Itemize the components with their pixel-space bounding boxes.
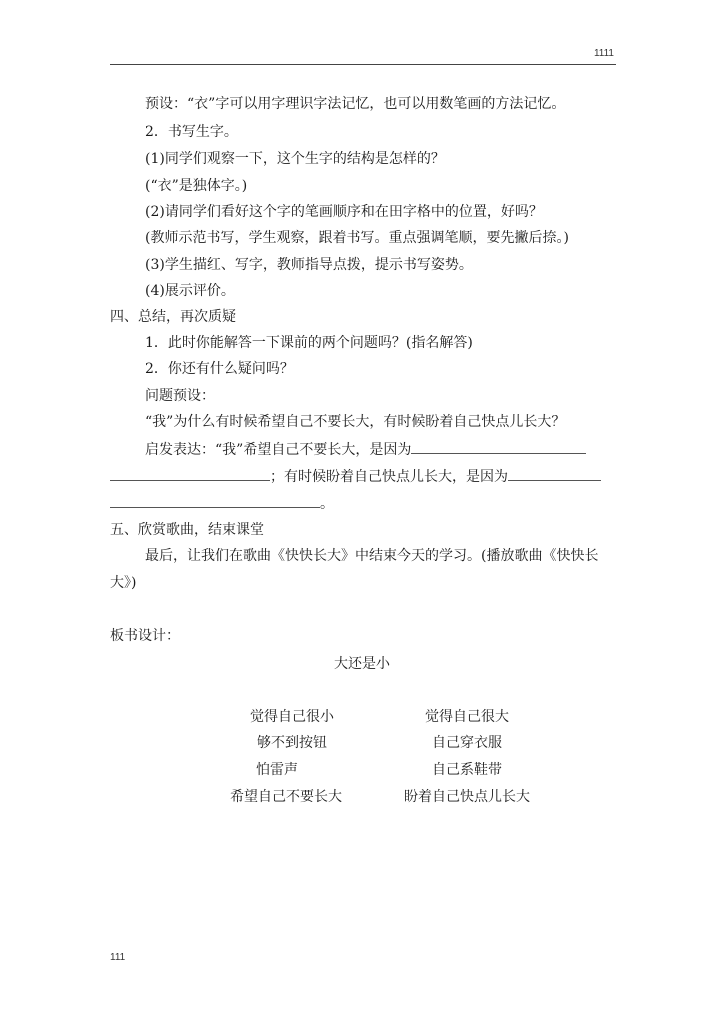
prompt-line-2: [110, 466, 601, 486]
closing-line-2: 大》): [110, 575, 137, 591]
board-left-4: 希望自己不要长大: [230, 789, 342, 805]
prompt-text-1: 启发表达：“我”希望自己不要长大，是因为: [145, 442, 412, 458]
section-4-q2: 2．你还有什么疑问吗？: [145, 361, 294, 377]
item-2-question: (2)请同学们看好这个字的笔画顺序和在田字格中的位置，好吗？: [145, 204, 543, 220]
fill-blank-4[interactable]: [110, 493, 320, 508]
board-label: 板书设计：: [110, 628, 180, 644]
board-right-2: 自己穿衣服: [432, 735, 502, 751]
item-3: (3)学生描红、写字，教师指导点拨，提示书写姿势。: [145, 257, 473, 273]
prompt-text-2: ；有时候盼着自己快点儿长大，是因为: [270, 469, 508, 485]
closing-line-1: 最后，让我们在歌曲《快快长大》中结束今天的学习。(播放歌曲《快快长: [145, 548, 599, 564]
fill-blank-2[interactable]: [110, 466, 270, 481]
prompt-line-1: [145, 439, 586, 459]
board-right-3: 自己系鞋带: [432, 762, 502, 778]
section-4-heading: 四、总结，再次质疑: [110, 309, 236, 325]
board-right-4: 盼着自己快点儿长大: [404, 789, 530, 805]
header-page-number: 1111: [593, 48, 614, 59]
question-preset-text: “我”为什么有时候希望自己不要长大，有时候盼着自己快点儿长大？: [145, 414, 566, 430]
header-rule: [110, 64, 616, 65]
item-1-question: (1)同学们观察一下，这个生字的结构是怎样的？: [145, 151, 445, 167]
fill-blank-3[interactable]: [508, 466, 601, 481]
board-left-3: 怕雷声: [256, 762, 298, 778]
board-title: 大还是小: [334, 656, 390, 672]
section-4-q1: 1．此时你能解答一下课前的两个问题吗？(指名解答): [145, 335, 473, 351]
prompt-line-3: [110, 493, 334, 513]
preset-note: 预设：“衣”字可以用字理识字法记忆，也可以用数笔画的方法记忆。: [145, 96, 566, 112]
step-write-heading: 2．书写生字。: [145, 124, 238, 140]
board-right-1: 觉得自己很大: [425, 709, 509, 725]
item-2-note: (教师示范书写，学生观察，跟着书写。重点强调笔顺，要先撇后捺。): [145, 230, 569, 246]
fill-blank-1[interactable]: [411, 439, 586, 454]
question-preset-label: 问题预设：: [145, 388, 215, 404]
board-left-1: 觉得自己很小: [250, 709, 334, 725]
footer-page-number: 111: [110, 952, 126, 963]
item-1-answer: (“衣”是独体字。): [145, 178, 248, 194]
section-5-heading: 五、欣赏歌曲，结束课堂: [110, 522, 264, 538]
board-left-2: 够不到按钮: [257, 735, 327, 751]
prompt-end: 。: [320, 496, 334, 512]
item-4: (4)展示评价。: [145, 283, 235, 299]
